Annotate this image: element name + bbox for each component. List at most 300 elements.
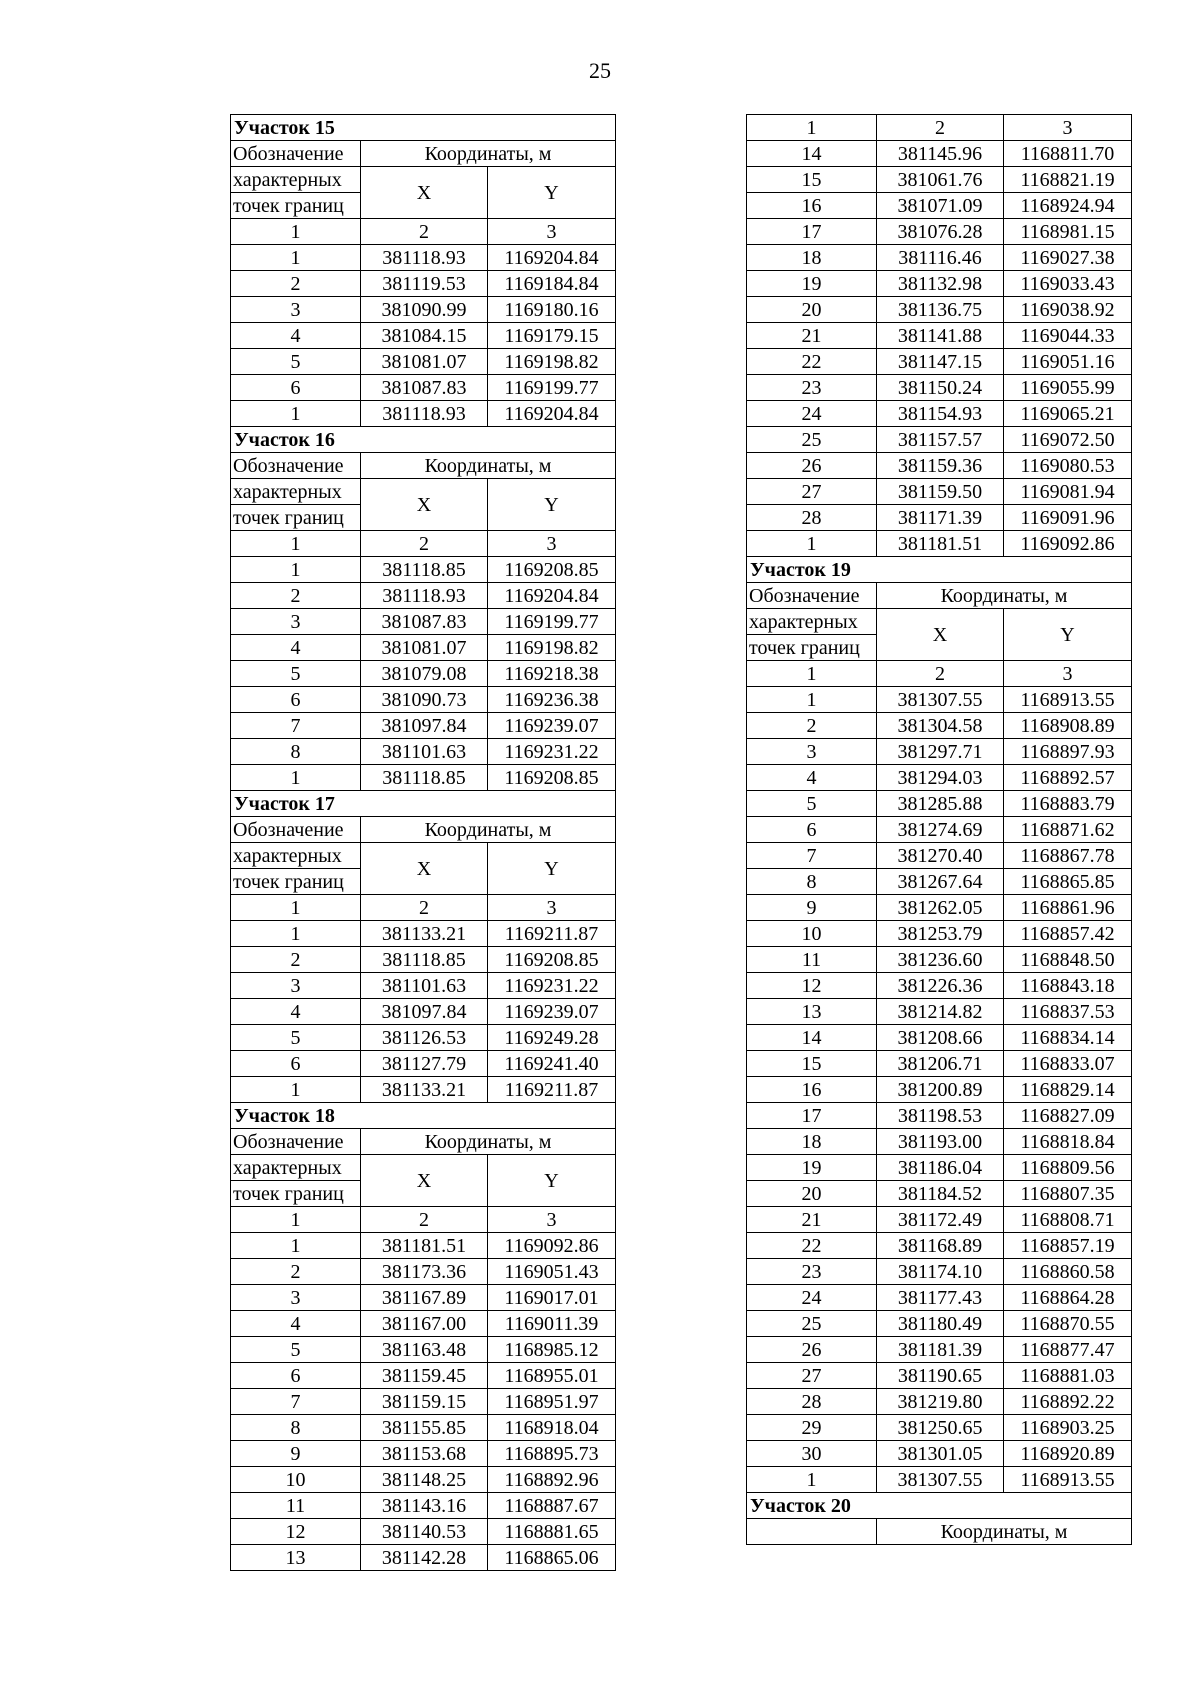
y-coordinate: 1168807.35 [1004, 1181, 1132, 1207]
section-title: Участок 20 [747, 1493, 1132, 1519]
point-number: 1 [231, 921, 361, 947]
point-number: 4 [231, 1311, 361, 1337]
x-coordinate: 381118.85 [361, 947, 488, 973]
column-number: 2 [877, 115, 1004, 141]
x-coordinate: 381172.49 [877, 1207, 1004, 1233]
column-number: 1 [231, 531, 361, 557]
y-coordinate: 1169033.43 [1004, 271, 1132, 297]
x-coordinate: 381143.16 [361, 1493, 488, 1519]
point-number: 2 [231, 583, 361, 609]
column-number-row [231, 219, 616, 245]
y-coordinate: 1169184.84 [488, 271, 616, 297]
x-coordinate: 381155.85 [361, 1415, 488, 1441]
x-coordinate: 381181.39 [877, 1337, 1004, 1363]
point-number: 5 [231, 349, 361, 375]
header-row [231, 167, 616, 193]
point-number: 9 [747, 895, 877, 921]
boundary-points-label: точек границ [747, 635, 877, 661]
table-row [747, 947, 1132, 973]
y-coordinate: 1168861.96 [1004, 895, 1132, 921]
table-row [747, 167, 1132, 193]
point-number: 16 [747, 193, 877, 219]
designation-label: Обозначение [747, 583, 877, 609]
characteristic-label: характерных [231, 843, 361, 869]
y-coordinate: 1168881.65 [488, 1519, 616, 1545]
point-number: 20 [747, 1181, 877, 1207]
point-number: 15 [747, 167, 877, 193]
x-coordinate: 381174.10 [877, 1259, 1004, 1285]
table-row [747, 1077, 1132, 1103]
point-number: 6 [231, 1363, 361, 1389]
point-number: 23 [747, 375, 877, 401]
y-coordinate: 1168865.85 [1004, 869, 1132, 895]
point-number: 3 [231, 609, 361, 635]
header-row [747, 609, 1132, 635]
table-row [231, 661, 616, 687]
y-coordinate: 1169011.39 [488, 1311, 616, 1337]
table-row [231, 271, 616, 297]
x-coordinate: 381190.65 [877, 1363, 1004, 1389]
table-row [747, 375, 1132, 401]
y-coordinate: 1168981.15 [1004, 219, 1132, 245]
point-number: 1 [747, 1467, 877, 1493]
x-coordinate: 381236.60 [877, 947, 1004, 973]
y-label: Y [488, 167, 616, 219]
table-row [231, 999, 616, 1025]
table-row [231, 973, 616, 999]
point-number: 22 [747, 349, 877, 375]
y-coordinate: 1168829.14 [1004, 1077, 1132, 1103]
point-number: 3 [231, 973, 361, 999]
x-coordinate: 381118.93 [361, 401, 488, 427]
y-coordinate: 1169179.15 [488, 323, 616, 349]
coords-label: Координаты, м [361, 1129, 616, 1155]
characteristic-label: характерных [747, 609, 877, 635]
designation-label: Обозначение [231, 141, 361, 167]
x-coordinate: 381140.53 [361, 1519, 488, 1545]
column-number-row [747, 115, 1132, 141]
boundary-points-label: точек границ [231, 869, 361, 895]
table-row [747, 791, 1132, 817]
column-number: 2 [877, 661, 1004, 687]
table-row [747, 999, 1132, 1025]
x-coordinate: 381133.21 [361, 921, 488, 947]
table-row [747, 739, 1132, 765]
table-row [231, 323, 616, 349]
y-coordinate: 1169204.84 [488, 583, 616, 609]
y-coordinate: 1168811.70 [1004, 141, 1132, 167]
y-coordinate: 1168892.96 [488, 1467, 616, 1493]
coords-label: Координаты, м [877, 1519, 1132, 1545]
x-coordinate: 381219.80 [877, 1389, 1004, 1415]
table-row [747, 323, 1132, 349]
y-coordinate: 1169204.84 [488, 245, 616, 271]
x-coordinate: 381081.07 [361, 635, 488, 661]
table-row [747, 1389, 1132, 1415]
point-number: 2 [747, 713, 877, 739]
x-coordinate: 381081.07 [361, 349, 488, 375]
characteristic-label: характерных [231, 479, 361, 505]
x-coordinate: 381157.57 [877, 427, 1004, 453]
table-row [231, 635, 616, 661]
designation-label: Обозначение [231, 817, 361, 843]
table-row [747, 869, 1132, 895]
y-coordinate: 1169208.85 [488, 765, 616, 791]
x-coordinate: 381118.93 [361, 583, 488, 609]
y-coordinate: 1169199.77 [488, 609, 616, 635]
table-row [747, 219, 1132, 245]
point-number: 4 [231, 323, 361, 349]
point-number: 1 [231, 1233, 361, 1259]
table-row [231, 583, 616, 609]
x-coordinate: 381159.15 [361, 1389, 488, 1415]
x-coordinate: 381136.75 [877, 297, 1004, 323]
y-coordinate: 1168877.47 [1004, 1337, 1132, 1363]
column-number: 2 [361, 531, 488, 557]
table-row [747, 1207, 1132, 1233]
point-number: 11 [231, 1493, 361, 1519]
y-coordinate: 1169231.22 [488, 973, 616, 999]
table-row [747, 1025, 1132, 1051]
column-number-row [231, 531, 616, 557]
point-number: 27 [747, 1363, 877, 1389]
table-row [231, 1519, 616, 1545]
y-coordinate: 1168892.57 [1004, 765, 1132, 791]
table-row [231, 1415, 616, 1441]
point-number: 13 [231, 1545, 361, 1571]
table-row [231, 245, 616, 271]
y-coordinate: 1169241.40 [488, 1051, 616, 1077]
x-coordinate: 381097.84 [361, 999, 488, 1025]
coords-label: Координаты, м [877, 583, 1132, 609]
y-coordinate: 1169236.38 [488, 687, 616, 713]
table-row [231, 349, 616, 375]
section-title-row [747, 1493, 1132, 1519]
section-title: Участок 16 [231, 427, 616, 453]
x-coordinate: 381127.79 [361, 1051, 488, 1077]
header-row [747, 1519, 1132, 1545]
point-number: 9 [231, 1441, 361, 1467]
y-coordinate: 1168818.84 [1004, 1129, 1132, 1155]
point-number: 11 [747, 947, 877, 973]
column-number: 3 [1004, 661, 1132, 687]
table-row [231, 1233, 616, 1259]
column-number: 3 [488, 219, 616, 245]
table-row [747, 1441, 1132, 1467]
table-row [747, 193, 1132, 219]
y-coordinate: 1168913.55 [1004, 1467, 1132, 1493]
y-coordinate: 1168985.12 [488, 1337, 616, 1363]
table-row [231, 921, 616, 947]
coords-label: Координаты, м [361, 141, 616, 167]
table-row [747, 401, 1132, 427]
header-row [231, 843, 616, 869]
x-coordinate: 381208.66 [877, 1025, 1004, 1051]
point-number: 3 [231, 297, 361, 323]
y-coordinate: 1168887.67 [488, 1493, 616, 1519]
x-coordinate: 381193.00 [877, 1129, 1004, 1155]
x-coordinate: 381200.89 [877, 1077, 1004, 1103]
point-number: 27 [747, 479, 877, 505]
y-coordinate: 1168867.78 [1004, 843, 1132, 869]
point-number: 18 [747, 245, 877, 271]
y-coordinate: 1168857.19 [1004, 1233, 1132, 1259]
characteristic-label: характерных [231, 1155, 361, 1181]
y-coordinate: 1168864.28 [1004, 1285, 1132, 1311]
y-coordinate: 1168883.79 [1004, 791, 1132, 817]
point-number: 24 [747, 401, 877, 427]
y-coordinate: 1169080.53 [1004, 453, 1132, 479]
table-row [231, 1467, 616, 1493]
column-number: 1 [231, 219, 361, 245]
table-row [747, 1285, 1132, 1311]
x-coordinate: 381177.43 [877, 1285, 1004, 1311]
table-row [231, 765, 616, 791]
y-coordinate: 1168848.50 [1004, 947, 1132, 973]
table-row [231, 1311, 616, 1337]
x-coordinate: 381090.99 [361, 297, 488, 323]
table-row [231, 713, 616, 739]
header-row [231, 1155, 616, 1181]
point-number: 1 [231, 765, 361, 791]
section-title-row [231, 115, 616, 141]
point-number: 29 [747, 1415, 877, 1441]
left-column [230, 114, 615, 1571]
y-coordinate: 1168897.93 [1004, 739, 1132, 765]
x-coordinate: 381167.00 [361, 1311, 488, 1337]
table-row [231, 1051, 616, 1077]
x-coordinate: 381147.15 [877, 349, 1004, 375]
x-label: X [361, 479, 488, 531]
y-coordinate: 1169208.85 [488, 947, 616, 973]
table-row [747, 1311, 1132, 1337]
point-number: 6 [231, 687, 361, 713]
x-coordinate: 381148.25 [361, 1467, 488, 1493]
y-coordinate: 1169204.84 [488, 401, 616, 427]
y-coordinate: 1169065.21 [1004, 401, 1132, 427]
table-row [231, 687, 616, 713]
table-row [231, 1493, 616, 1519]
y-coordinate: 1169051.16 [1004, 349, 1132, 375]
y-coordinate: 1168892.22 [1004, 1389, 1132, 1415]
x-coordinate: 381167.89 [361, 1285, 488, 1311]
y-coordinate: 1168955.01 [488, 1363, 616, 1389]
point-number: 13 [747, 999, 877, 1025]
header-row [231, 453, 616, 479]
point-number: 3 [747, 739, 877, 765]
table-row [747, 1363, 1132, 1389]
y-coordinate: 1168808.71 [1004, 1207, 1132, 1233]
table-row [231, 297, 616, 323]
column-number: 3 [488, 1207, 616, 1233]
y-coordinate: 1169239.07 [488, 999, 616, 1025]
y-coordinate: 1168860.58 [1004, 1259, 1132, 1285]
y-coordinate: 1168837.53 [1004, 999, 1132, 1025]
page-number: 25 [589, 58, 611, 83]
table-row [231, 1337, 616, 1363]
table-row [747, 765, 1132, 791]
point-number: 5 [231, 1337, 361, 1363]
x-coordinate: 381118.93 [361, 245, 488, 271]
point-number: 1 [747, 687, 877, 713]
point-number: 14 [747, 1025, 877, 1051]
coordinates-table-right [746, 114, 1132, 1545]
table-row [747, 141, 1132, 167]
table-row [747, 479, 1132, 505]
header-row [747, 583, 1132, 609]
point-number: 30 [747, 1441, 877, 1467]
column-number: 3 [488, 531, 616, 557]
point-number: 7 [231, 713, 361, 739]
table-row [747, 245, 1132, 271]
point-number: 19 [747, 271, 877, 297]
y-coordinate: 1169044.33 [1004, 323, 1132, 349]
table-row [747, 349, 1132, 375]
x-coordinate: 381307.55 [877, 687, 1004, 713]
x-coordinate: 381101.63 [361, 973, 488, 999]
x-coordinate: 381061.76 [877, 167, 1004, 193]
point-number: 23 [747, 1259, 877, 1285]
x-coordinate: 381119.53 [361, 271, 488, 297]
x-label: X [361, 1155, 488, 1207]
y-coordinate: 1169180.16 [488, 297, 616, 323]
x-coordinate: 381253.79 [877, 921, 1004, 947]
x-coordinate: 381294.03 [877, 765, 1004, 791]
point-number: 10 [747, 921, 877, 947]
y-coordinate: 1168857.42 [1004, 921, 1132, 947]
table-row [747, 1155, 1132, 1181]
x-coordinate: 381206.71 [877, 1051, 1004, 1077]
table-row [231, 1441, 616, 1467]
table-row [747, 687, 1132, 713]
point-number: 14 [747, 141, 877, 167]
x-coordinate: 381090.73 [361, 687, 488, 713]
y-coordinate: 1169072.50 [1004, 427, 1132, 453]
table-row [231, 1389, 616, 1415]
column-number: 2 [361, 895, 488, 921]
header-row [231, 817, 616, 843]
y-coordinate: 1169231.22 [488, 739, 616, 765]
x-coordinate: 381087.83 [361, 609, 488, 635]
y-coordinate: 1168920.89 [1004, 1441, 1132, 1467]
x-coordinate: 381116.46 [877, 245, 1004, 271]
point-number: 5 [231, 1025, 361, 1051]
y-coordinate: 1168833.07 [1004, 1051, 1132, 1077]
x-coordinate: 381159.45 [361, 1363, 488, 1389]
y-coordinate: 1169091.96 [1004, 505, 1132, 531]
point-number: 4 [231, 635, 361, 661]
x-coordinate: 381071.09 [877, 193, 1004, 219]
point-number: 26 [747, 453, 877, 479]
y-coordinate: 1168870.55 [1004, 1311, 1132, 1337]
point-number: 8 [231, 1415, 361, 1441]
x-coordinate: 381076.28 [877, 219, 1004, 245]
table-row [747, 1103, 1132, 1129]
x-coordinate: 381184.52 [877, 1181, 1004, 1207]
table-row [231, 557, 616, 583]
point-number: 1 [231, 401, 361, 427]
y-coordinate: 1169198.82 [488, 635, 616, 661]
point-number: 12 [747, 973, 877, 999]
point-number: 5 [747, 791, 877, 817]
section-title: Участок 17 [231, 791, 616, 817]
x-coordinate: 381101.63 [361, 739, 488, 765]
y-coordinate: 1169211.87 [488, 1077, 616, 1103]
point-number: 19 [747, 1155, 877, 1181]
table-row [231, 947, 616, 973]
x-label: X [361, 167, 488, 219]
table-row [747, 427, 1132, 453]
table-row [747, 1181, 1132, 1207]
x-coordinate: 381180.49 [877, 1311, 1004, 1337]
x-label: X [361, 843, 488, 895]
point-number: 3 [231, 1285, 361, 1311]
point-number: 6 [231, 375, 361, 401]
y-coordinate: 1168843.18 [1004, 973, 1132, 999]
point-number: 2 [231, 271, 361, 297]
point-number: 2 [231, 1259, 361, 1285]
table-row [231, 609, 616, 635]
header-row [231, 141, 616, 167]
y-coordinate: 1169092.86 [1004, 531, 1132, 557]
x-coordinate: 381307.55 [877, 1467, 1004, 1493]
point-number: 4 [747, 765, 877, 791]
table-row [747, 1467, 1132, 1493]
y-coordinate: 1168821.19 [1004, 167, 1132, 193]
y-label: Y [1004, 609, 1132, 661]
table-row [231, 375, 616, 401]
right-column [746, 114, 1131, 1545]
point-number: 20 [747, 297, 877, 323]
boundary-points-label: точек границ [231, 505, 361, 531]
x-coordinate: 381079.08 [361, 661, 488, 687]
y-coordinate: 1169092.86 [488, 1233, 616, 1259]
table-row [231, 1025, 616, 1051]
y-coordinate: 1168865.06 [488, 1545, 616, 1571]
x-coordinate: 381171.39 [877, 505, 1004, 531]
column-number-row [231, 1207, 616, 1233]
point-number: 7 [231, 1389, 361, 1415]
point-number: 21 [747, 1207, 877, 1233]
characteristic-label: характерных [231, 167, 361, 193]
table-row [747, 453, 1132, 479]
y-label: Y [488, 479, 616, 531]
y-label: Y [488, 843, 616, 895]
x-coordinate: 381181.51 [877, 531, 1004, 557]
point-number: 16 [747, 1077, 877, 1103]
y-coordinate: 1169249.28 [488, 1025, 616, 1051]
y-coordinate: 1169211.87 [488, 921, 616, 947]
column-number: 1 [747, 115, 877, 141]
section-title-row [747, 557, 1132, 583]
x-coordinate: 381186.04 [877, 1155, 1004, 1181]
x-coordinate: 381285.88 [877, 791, 1004, 817]
coordinates-table-left [230, 114, 616, 1571]
x-coordinate: 381262.05 [877, 895, 1004, 921]
point-number: 1 [747, 531, 877, 557]
table-row [747, 895, 1132, 921]
point-number: 10 [231, 1467, 361, 1493]
y-coordinate: 1168903.25 [1004, 1415, 1132, 1441]
point-number: 28 [747, 1389, 877, 1415]
column-number: 1 [231, 1207, 361, 1233]
section-title: Участок 18 [231, 1103, 616, 1129]
boundary-points-label: точек границ [231, 193, 361, 219]
y-coordinate: 1169055.99 [1004, 375, 1132, 401]
point-number: 2 [231, 947, 361, 973]
y-coordinate: 1168895.73 [488, 1441, 616, 1467]
table-row [231, 739, 616, 765]
